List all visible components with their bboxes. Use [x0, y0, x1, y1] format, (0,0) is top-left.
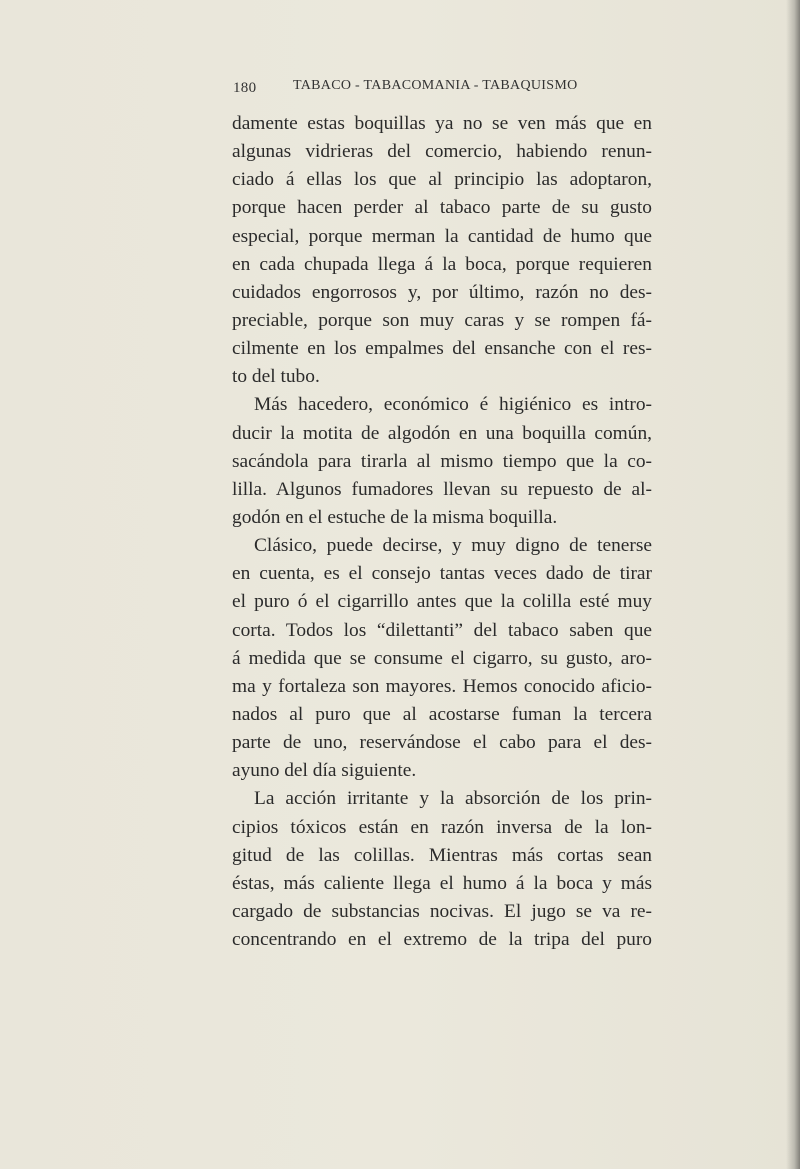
text-line: en cuenta, es el consejo tantas veces dado de tirar	[232, 563, 652, 585]
text-line: cuidados engorrosos y, por último, razón no des-	[232, 281, 652, 303]
text-line: cipios tóxicos están en razón inversa de la lon-	[232, 816, 652, 838]
text-line: ma y fortaleza son mayores. Hemos conocido aficio-	[232, 675, 652, 697]
text-line: cargado de substancias nocivas. El jugo se va re-	[232, 900, 652, 922]
paragraph-first-line: Más hacedero, económico é higiénico es intro-	[254, 394, 652, 416]
text-line: to del tubo.	[232, 366, 320, 388]
text-line: porque hacen perder al tabaco parte de su gusto	[232, 197, 652, 219]
text-line: ducir la motita de algodón en una boquilla común,	[232, 422, 652, 444]
page-number: 180	[233, 80, 257, 96]
text-line: éstas, más caliente llega el humo á la boca y más	[232, 872, 652, 894]
text-line: parte de uno, reservándose el cabo para el des-	[232, 732, 652, 754]
text-line: á medida que se consume el cigarro, su gusto, aro-	[232, 647, 652, 669]
text-line: ciado á ellas los que al principio las adoptaron,	[232, 169, 652, 191]
text-line: preciable, porque son muy caras y se rompen fá-	[232, 309, 652, 331]
page-edge-shadow	[786, 0, 800, 1169]
text-line: el puro ó el cigarrillo antes que la colilla esté muy	[232, 591, 652, 613]
body-text	[232, 110, 652, 954]
running-head-title: TABACO - TABACOMANIA - TABAQUISMO	[293, 78, 578, 93]
running-head	[233, 74, 653, 94]
text-line: corta. Todos los “dilettanti” del tabaco saben que	[232, 619, 652, 641]
text-line: nados al puro que al acostarse fuman la tercera	[232, 703, 652, 725]
paragraph-first-line: Clásico, puede decirse, y muy digno de tenerse	[254, 535, 652, 557]
text-line: sacándola para tirarla al mismo tiempo que la co-	[232, 450, 652, 472]
text-line: ayuno del día siguiente.	[232, 760, 417, 782]
text-line: algunas vidrieras del comercio, habiendo renun-	[232, 141, 652, 163]
text-line: godón en el estuche de la misma boquilla.	[232, 506, 558, 528]
text-line: damente estas boquillas ya no se ven más que en	[232, 113, 652, 134]
text-line: gitud de las colillas. Mientras más cortas sean	[232, 844, 652, 866]
text-line: concentrando en el extremo de la tripa del puro	[232, 929, 652, 951]
text-line: especial, porque merman la cantidad de humo que	[232, 225, 652, 247]
text-line: cilmente en los empalmes del ensanche con el res-	[232, 338, 652, 360]
paragraph-first-line: La acción irritante y la absorción de los prin-	[254, 788, 652, 810]
text-line: en cada chupada llega á la boca, porque requieren	[232, 253, 652, 275]
text-line: lilla. Algunos fumadores llevan su repuesto de al-	[232, 478, 652, 500]
